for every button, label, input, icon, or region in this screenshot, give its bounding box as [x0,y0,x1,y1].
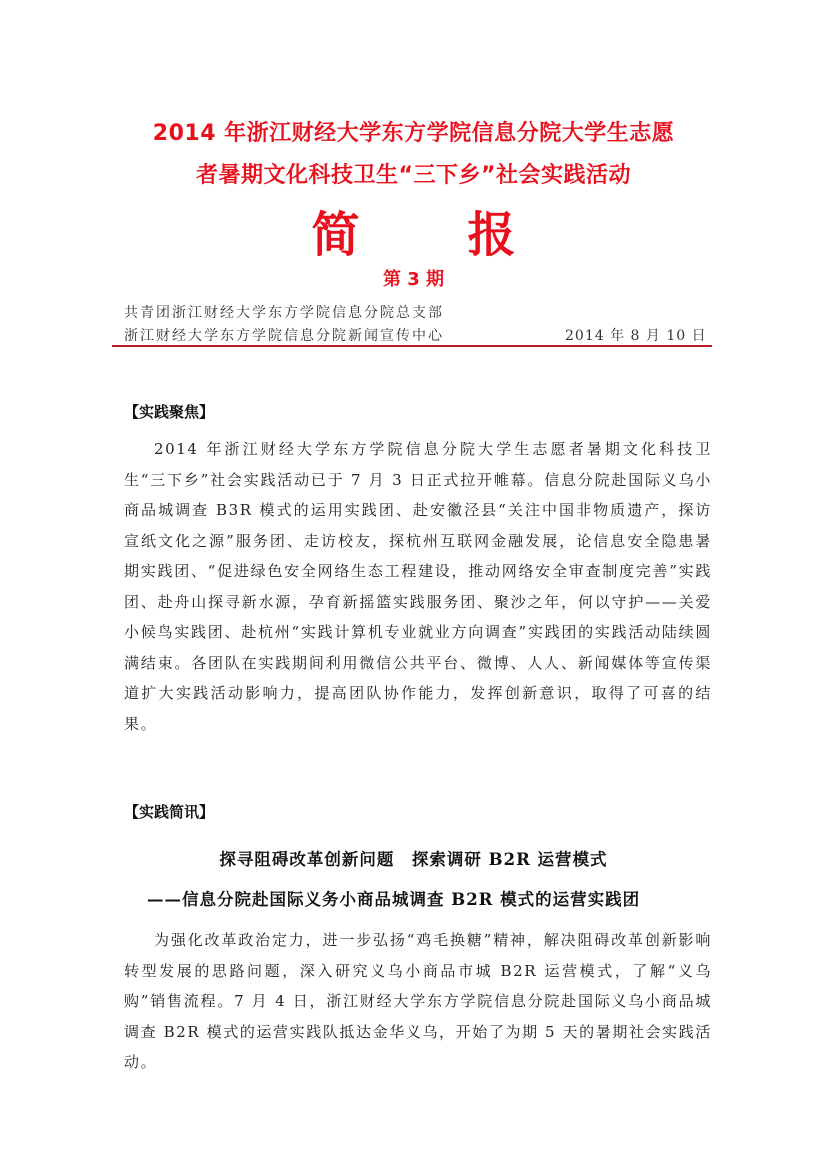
publisher-line-1: 共青团浙江财经大学东方学院信息分院总支部 [124,305,444,321]
publisher-line-2: 浙江财经大学东方学院信息分院新闻宣传中心 [124,328,444,344]
header-divider [112,345,712,347]
issue-number: 第 3 期 [382,269,445,290]
bulletin-title: 简 报 [311,207,546,263]
document-title-line-1: 2014 年浙江财经大学东方学院信息分院大学生志愿 [152,121,675,146]
document-title-line-2: 者暑期文化科技卫生“三下乡”社会实践活动 [196,163,631,188]
focus-paragraph: 2014 年浙江财经大学东方学院信息分院大学生志愿者暑期文化科技卫生“三下乡”社会实践活动已于 7 月 3 日正式拉开帷幕。信息分院赴国际义乌小商品城调查 B3R 模式的运用实践团、赴安徽泾县“关注中国非物质遗产，探访宣纸文化之源”服务团、走访校友，探杭州互联网金融发展，论信息安全隐患暑期实践团、“促进绿色安全网络生态工程建设，推动网络安全审查制度完善”实践团、赴舟山探寻新水源，孕育新摇篮实践服务团、聚沙之年，何以守护——关爱小候鸟实践团、赴杭州“实践计算机专业就业方向调查”实践团的实践活动陆续圆满结束。各团队在实践期间利用微信公共平台、微博、人人、新闻媒体等宣传渠道扩大实践活动影响力，提高团队协作能力，发挥创新意识，取得了可喜的结果。 [124,440,712,733]
section-heading-news: 【实践简讯】 [124,803,215,821]
section-heading-focus: 【实践聚焦】 [124,403,215,421]
news-headline: 探寻阻碍改革创新问题 探索调研 B2R 运营模式 [219,850,608,869]
news-subheadline: ——信息分院赴国际义务小商品城调查 B2R 模式的运营实践团 [147,890,641,909]
publish-date: 2014 年 8 月 10 日 [565,328,707,344]
news-paragraph: 为强化改革政治定力，进一步弘扬“鸡毛换糖”精神，解决阻碍改革创新影响转型发展的思路问题，深入研究义乌小商品市城 B2R 运营模式，了解“义乌购”销售流程。7 月 4 日，浙江财经大学东方学院信息分院赴国际义乌小商品城调查 B2R 模式的运营实践队抵达金华义乌，开始了为期 5 天的暑期社会实践活动。 [124,931,712,1071]
